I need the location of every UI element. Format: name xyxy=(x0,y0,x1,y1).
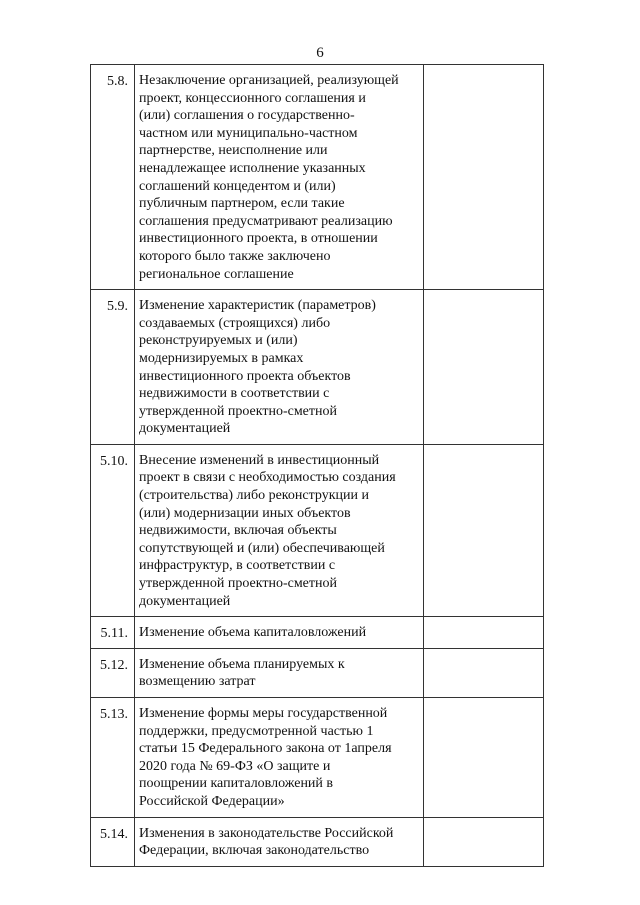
description-line: (или) соглашения о государственно- xyxy=(139,108,355,124)
description-line: (строительства) либо реконструкции и xyxy=(139,488,369,504)
description-line: проект, концессионного соглашения и xyxy=(139,90,366,106)
description-line: Изменение формы меры государственной xyxy=(139,706,388,721)
page-number: 6 xyxy=(316,45,324,61)
row-description xyxy=(135,65,424,290)
description-line: соглашений концедентом и (или) xyxy=(139,178,336,194)
empty-cell xyxy=(424,817,544,866)
description-line: недвижимости, включая объекты xyxy=(139,523,337,539)
description-line: документацией xyxy=(139,593,231,609)
description-line: Изменение объема капиталовложений xyxy=(139,625,367,641)
description-line: сопутствующей и (или) обеспечивающей xyxy=(139,540,385,556)
description-line: утвержденной проектно-сметной xyxy=(139,576,338,592)
description-line: ненадлежащее исполнение указанных xyxy=(139,160,366,176)
row-description xyxy=(135,617,424,649)
row-description xyxy=(135,444,424,616)
table-row xyxy=(91,444,544,616)
description-line: утвержденной проектно-сметной xyxy=(139,403,338,419)
row-number: 5.13. xyxy=(91,698,135,818)
table-row xyxy=(91,65,544,290)
description-line: возмещению затрат xyxy=(139,674,256,690)
row-number: 5.9. xyxy=(91,290,135,445)
description-line: Незаключение организацией, реализующей xyxy=(139,73,399,88)
description-line: публичным партнером, если такие xyxy=(139,196,345,212)
description-line: соглашения предусматривают реализацию xyxy=(139,213,393,229)
table-row xyxy=(91,817,544,866)
description-line: создаваемых (строящихся) либо xyxy=(139,315,331,331)
empty-cell xyxy=(424,698,544,818)
description-line: инвестиционного проекта, в отношении xyxy=(139,231,378,247)
description-line: 2020 года № 69-ФЗ «О защите и xyxy=(139,758,331,774)
empty-cell xyxy=(424,648,544,697)
description-line: которого было также заключено xyxy=(139,248,331,264)
description-line: Изменение характеристик (параметров) xyxy=(139,298,376,314)
description-line: частном или муниципально-частном xyxy=(139,125,358,141)
description-line: (или) модернизации иных объектов xyxy=(139,505,351,521)
empty-cell xyxy=(424,617,544,649)
description-line: недвижимости в соответствии с xyxy=(139,386,330,402)
row-number: 5.12. xyxy=(91,648,135,697)
description-line: статьи 15 Федерального закона от 1апреля xyxy=(139,741,392,757)
description-line: проект в связи с необходимостью создания xyxy=(139,470,396,486)
description-line: Изменения в законодательстве Российской xyxy=(139,825,394,841)
description-line: поощрении капиталовложений в xyxy=(139,776,334,792)
description-line: региональное соглашение xyxy=(139,266,294,282)
description-line: Изменение объема планируемых к xyxy=(139,656,345,672)
description-line: инфраструктур, в соответствии с xyxy=(139,558,336,574)
row-description xyxy=(135,698,424,818)
description-line: реконструируемых и (или) xyxy=(139,333,298,349)
description-line: документацией xyxy=(139,421,231,437)
description-line: партнерстве, неисполнение или xyxy=(139,143,328,159)
row-description xyxy=(135,817,424,866)
empty-cell xyxy=(424,444,544,616)
row-number: 5.8. xyxy=(91,65,135,290)
row-number: 5.14. xyxy=(91,817,135,866)
empty-cell xyxy=(424,290,544,445)
description-line: Внесение изменений в инвестиционный xyxy=(139,452,380,468)
row-description xyxy=(135,290,424,445)
description-line: Федерации, включая законодательство xyxy=(139,843,370,859)
table-row xyxy=(91,290,544,445)
row-description xyxy=(135,648,424,697)
table-row xyxy=(91,698,544,818)
row-number: 5.10. xyxy=(91,444,135,616)
description-line: инвестиционного проекта объектов xyxy=(139,368,351,384)
description-line: поддержки, предусмотренной частью 1 xyxy=(139,723,374,739)
description-line: Российской Федерации» xyxy=(139,793,285,809)
description-line: модернизируемых в рамках xyxy=(139,350,304,366)
document-table xyxy=(90,64,544,867)
empty-cell xyxy=(424,65,544,290)
row-number: 5.11. xyxy=(91,617,135,649)
table-row xyxy=(91,648,544,697)
table-row xyxy=(91,617,544,649)
